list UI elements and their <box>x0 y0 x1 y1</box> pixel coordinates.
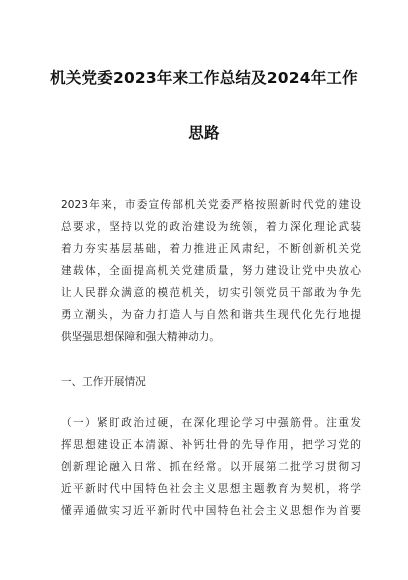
intro-line: 勇立潮头，为奋力打造人与自然和谐共生现代化先行地提 <box>61 309 361 321</box>
intro-line: 总要求，坚持以党的政治建设为统领，着力深化理论武装 <box>61 221 361 233</box>
section1-line: 挥思想建设正本清源、补钙壮骨的先导作用，把学习党的 <box>61 439 361 451</box>
intro-line: 供坚强思想保障和强大精神动力。 <box>61 331 220 343</box>
intro-line: 着力夯实基层基础，着力推进正风肃纪，不断创新机关党 <box>61 243 361 255</box>
document-title-line-1: 机关党委2023年来工作总结及2024年工作 <box>50 69 358 87</box>
intro-line: 建载体，全面提高机关党建质量，努力建设让党中央放心 <box>61 265 361 277</box>
section-heading-text: 一、工作开展情况 <box>61 376 146 388</box>
intro-line: 2023年来，市委宣传部机关党委严格按照新时代党的建设 <box>61 199 361 211</box>
section1-line: 懂弄通做实习近平新时代中国特色社会主义思想作为首要 <box>61 505 361 517</box>
section1-line: 近平新时代中国特色社会主义思想主题教育为契机，将学 <box>61 483 361 495</box>
section1-line: （一）紧盯政治过硬，在深化理论学习中强筋骨。注重发 <box>61 417 361 429</box>
document-title-line-2: 思路 <box>188 124 220 142</box>
section1-line: 创新理论融入日常、抓在经常。以开展第二批学习贯彻习 <box>61 461 361 473</box>
intro-line: 让人民群众满意的模范机关，切实引领党员干部敢为争先 <box>61 287 361 299</box>
